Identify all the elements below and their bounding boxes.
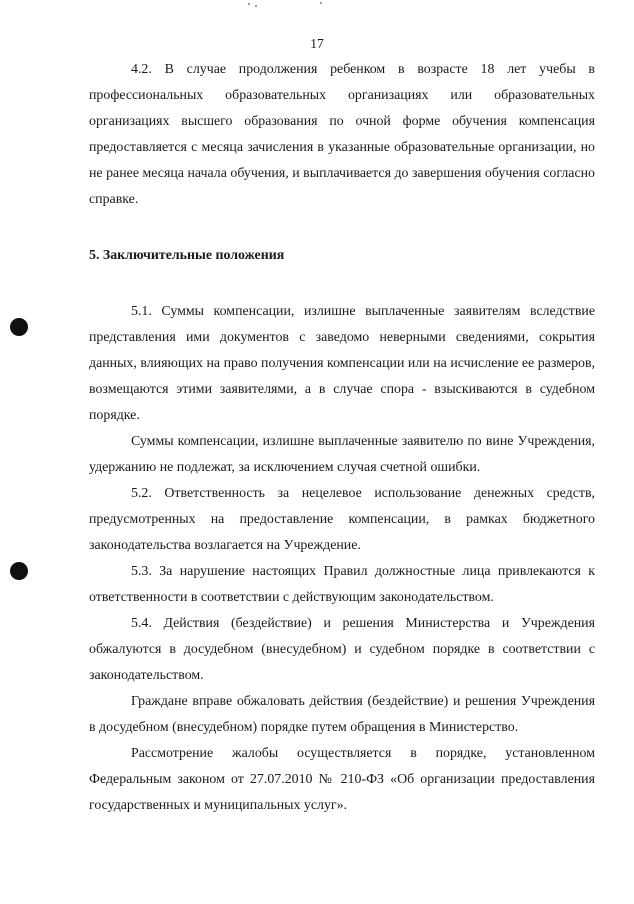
paragraph-5-1: 5.1. Суммы компенсации, излишне выплаченные заявителям вследствие представления ими документов с заведомо неверными сведениями, сокрытия данных, влияющих на право получения компенсации или на исчисление ее размеров, возмещаются этими заявителями, а в случае спора - взыскиваются в судебном порядке.: [89, 304, 595, 423]
document-body: [89, 57, 595, 819]
paragraph-5-1-continued: Суммы компенсации, излишне выплаченные заявителю по вине Учреждения, удержанию не подлежат, за исключением случая счетной ошибки.: [89, 434, 595, 475]
scan-artifacts: [200, 0, 400, 8]
paragraph-4-2: 4.2. В случае продолжения ребенком в возрасте 18 лет учебы в профессиональных образовательных организациях или образовательных организациях высшего образования по очной форме обучения компенсация предоставляется с месяца зачисления в указанные образовательные организации, но не ранее месяца начала обучения, и выплачивается до завершения обучения согласно справке.: [89, 62, 595, 207]
punch-hole-top: [10, 318, 28, 336]
paragraph-5-3: 5.3. За нарушение настоящих Правил должностные лица привлекаются к ответственности в соответствии с действующим законодательством.: [89, 564, 595, 605]
paragraph-5-2: 5.2. Ответственность за нецелевое использование денежных средств, предусмотренных на предоставление компенсации, в рамках бюджетного законодательства возлагается на Учреждение.: [89, 486, 595, 553]
section-heading-5: 5. Заключительные положения: [89, 248, 285, 263]
punch-hole-bottom: [10, 562, 28, 580]
page-number: 17: [310, 36, 324, 51]
paragraph-5-4: 5.4. Действия (бездействие) и решения Министерства и Учреждения обжалуются в досудебном (внесудебном) и судебном порядке в соответствии с законодательством.: [89, 616, 595, 683]
paragraph-5-4-review: Рассмотрение жалобы осуществляется в порядке, установленном Федеральным законом от 27.07.2010 № 210-ФЗ «Об организации предоставления государственных и муниципальных услуг».: [89, 746, 595, 813]
paragraph-5-4-citizens: Граждане вправе обжаловать действия (бездействие) и решения Учреждения в досудебном (внесудебном) порядке путем обращения в Министерство.: [89, 694, 595, 735]
